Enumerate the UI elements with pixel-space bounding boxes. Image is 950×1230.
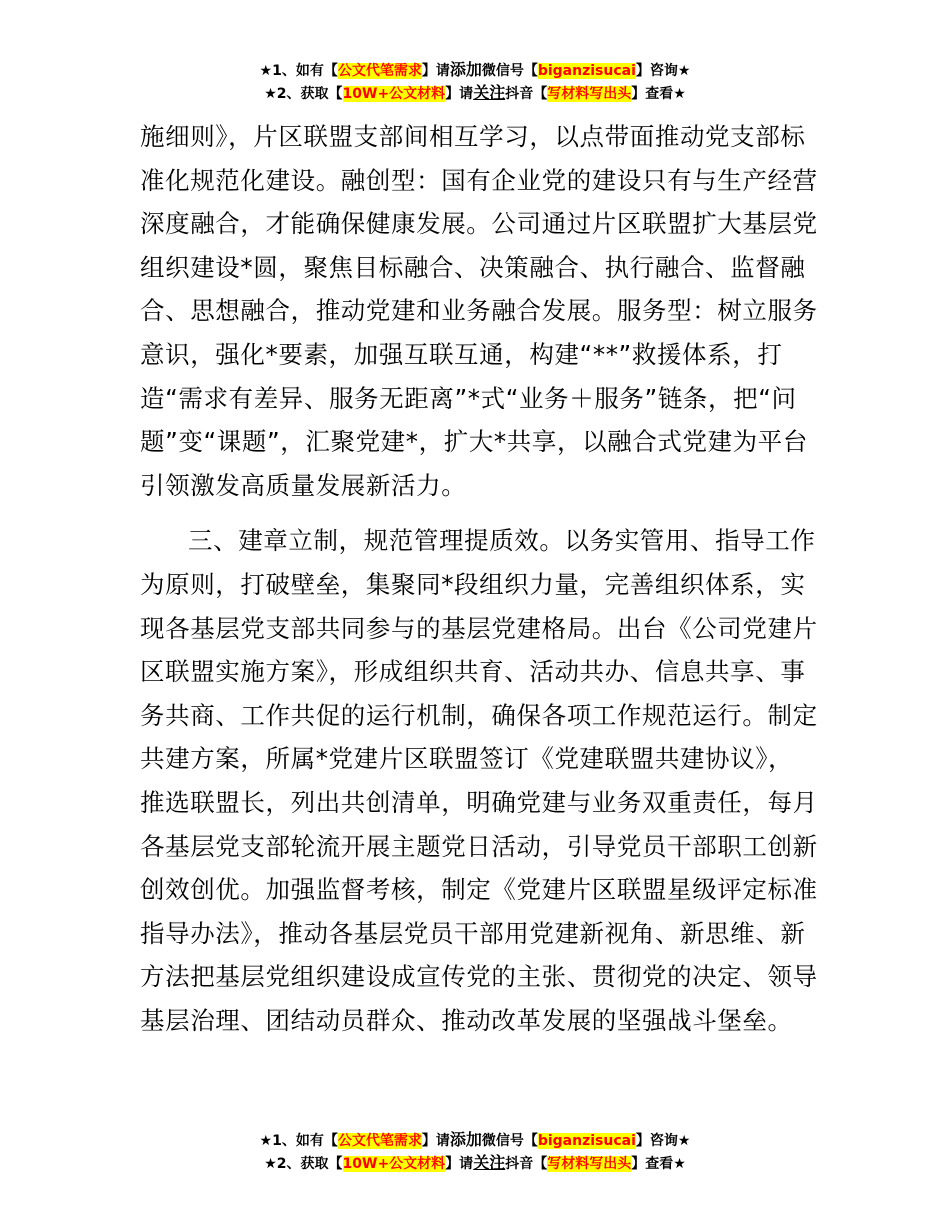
text-line: 务共商、工作共促的运行机制，确保各项工作规范运行。制定 (140, 700, 818, 730)
text-line: 造“需求有差异、服务无距离”*式“业务＋服务”链条，把“问 (140, 383, 797, 413)
text-line: 区联盟实施方案》，形成组织共育、活动共办、信息共享、事 (140, 657, 806, 687)
text-line: 为原则，打破壁垒，集聚同*段组织力量，完善组织体系，实 (140, 569, 806, 599)
banner-text: 】查看★ (631, 86, 686, 102)
banner-text: 】请 (445, 1156, 474, 1172)
text-line: 基层治理、团结动员群众、推动改革发展的坚强战斗堡垒。 (140, 1005, 793, 1035)
banner-highlight-service: 公文代笔需求 (337, 63, 422, 79)
text-line: 组织建设*圆，聚焦目标融合、决策融合、执行融合、监督融 (140, 252, 806, 282)
paragraph-1 (140, 115, 818, 507)
banner-highlight-wechat-id: biganzisucai (537, 1133, 636, 1149)
banner-text: 抖音【 (505, 86, 548, 102)
banner-text: 微信号【 (481, 63, 538, 79)
banner-text: 抖音【 (505, 1156, 548, 1172)
footer-banner (0, 1129, 950, 1175)
banner-emphasis: 添加 (449, 1130, 482, 1149)
text-line: 施细则》，片区联盟支部间相互学习，以点带面推动党支部标 (140, 122, 806, 151)
text-line: 方法把基层党组织建设成宣传党的主张、贯彻党的决定、领导 (140, 962, 818, 992)
footer-banner-line-2 (0, 1152, 950, 1175)
banner-highlight-service: 公文代笔需求 (337, 1133, 422, 1149)
banner-highlight-wechat-id: biganzisucai (537, 63, 636, 79)
banner-highlight-materials: 10W+公文材料 (342, 1156, 446, 1172)
banner-highlight-douyin-account: 写材料写出头 (547, 1156, 632, 1172)
text-line: 合、思想融合，推动党建和业务融合发展。服务型：树立服务 (140, 296, 818, 326)
footer-banner-line-1 (0, 1129, 950, 1152)
banner-text: ★1、如有【 (259, 63, 338, 79)
document-body (140, 115, 818, 1042)
text-line: 引领激发高质量发展新活力。 (140, 470, 467, 500)
banner-text: 】请 (421, 1133, 450, 1149)
banner-text: 】咨询★ (635, 1133, 691, 1149)
header-banner-line-2 (0, 82, 950, 105)
text-line: 推选联盟长，列出共创清单，明确党建与业务双重责任，每月 (140, 787, 818, 817)
text-line: 意识，强化*要素，加强互联互通，构建“**”救援体系，打 (140, 339, 783, 369)
text-line: 指导办法》，推动各基层党员干部用党建新视角、新思维、新 (140, 918, 806, 948)
banner-text: ★1、如有【 (259, 1133, 338, 1149)
banner-text: ★2、获取【 (264, 86, 343, 102)
text-line: 现各基层党支部共同参与的基层党建格局。出台《公司党建片 (140, 613, 818, 643)
banner-text: 】请 (421, 63, 450, 79)
text-line: 深度融合，才能确保健康发展。公司通过片区联盟扩大基层党 (140, 209, 818, 239)
banner-text: 微信号【 (481, 1133, 538, 1149)
banner-text: 】查看★ (631, 1156, 686, 1172)
header-banner (0, 59, 950, 105)
text-line: 共建方案，所属*党建片区联盟签订《党建联盟共建协议》， (140, 744, 794, 774)
text-line: 三、建章立制，规范管理提质效。以务实管用、指导工作 (188, 526, 816, 556)
banner-highlight-materials: 10W+公文材料 (342, 86, 446, 102)
header-banner-line-1 (0, 59, 950, 82)
banner-highlight-douyin-account: 写材料写出头 (547, 86, 632, 102)
text-line: 各基层党支部轮流开展主题党日活动，引导党员干部职工创新 (140, 831, 818, 861)
banner-emphasis: 关注 (473, 83, 506, 102)
banner-emphasis: 添加 (449, 60, 482, 79)
banner-text: 】咨询★ (635, 63, 691, 79)
paragraph-2 (140, 519, 818, 1042)
banner-emphasis: 关注 (473, 1153, 506, 1172)
text-line: 创效创优。加强监督考核，制定《党建片区联盟星级评定标准 (140, 875, 818, 905)
text-line: 准化规范化建设。融创型：国有企业党的建设只有与生产经营 (140, 165, 818, 195)
banner-text: 】请 (445, 86, 474, 102)
banner-text: ★2、获取【 (264, 1156, 343, 1172)
text-line: 题”变“课题”，汇聚党建*，扩大*共享，以融合式党建为平台 (140, 427, 808, 457)
